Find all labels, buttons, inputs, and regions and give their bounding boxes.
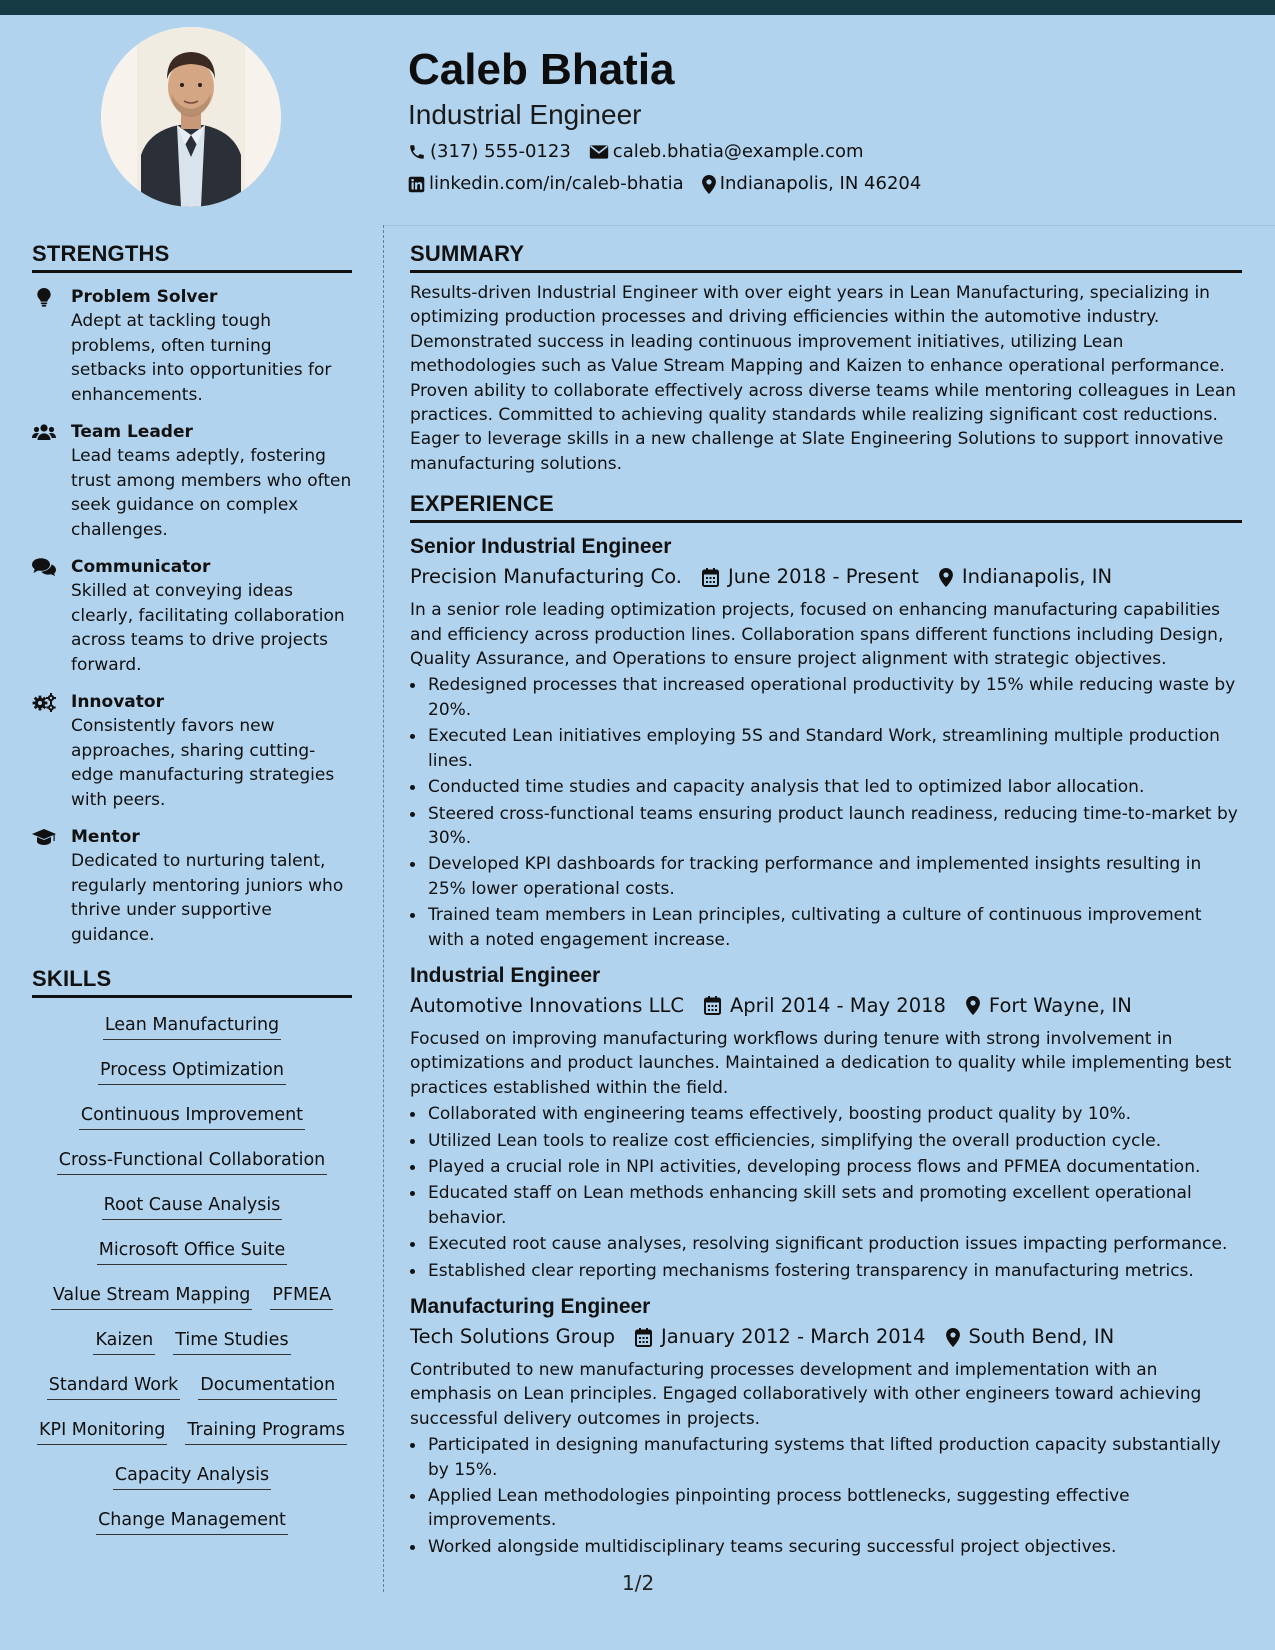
bullet-item: Participated in designing manufacturing systems that lifted production capacity substantially by 15%.	[410, 1433, 1242, 1482]
bullet-item: Developed KPI dashboards for tracking performance and implemented insights resulting in 25% lower operational costs.	[410, 852, 1242, 901]
skill-tag: Cross-Functional Collaboration	[57, 1148, 328, 1175]
skill-row	[87, 1508, 297, 1553]
skill-tag: Value Stream Mapping	[51, 1283, 253, 1310]
calendar-icon	[702, 568, 719, 587]
strength-item	[32, 555, 352, 677]
strength-desc: Consistently favors new approaches, sharing cutting-edge manufacturing strategies with peers.	[71, 716, 335, 810]
skill-row	[84, 1328, 299, 1373]
skill-row	[88, 1238, 297, 1283]
envelope-icon	[589, 144, 609, 160]
job-bullets	[410, 673, 1242, 951]
strengths-heading: STRENGTHS	[32, 240, 352, 273]
skill-tag: Root Cause Analysis	[102, 1193, 283, 1220]
skill-tag: Continuous Improvement	[79, 1103, 305, 1130]
strength-item	[32, 420, 352, 542]
linkedin-icon	[408, 176, 425, 193]
column-divider	[383, 225, 384, 1592]
phone-text: (317) 555-0123	[430, 141, 571, 162]
skill-row	[70, 1103, 314, 1148]
strength-title: Mentor	[71, 827, 140, 847]
job-title: Senior Industrial Engineer	[410, 535, 672, 559]
skills-heading: SKILLS	[32, 965, 352, 998]
job-dates	[704, 991, 946, 1021]
linkedin-text: linkedin.com/in/caleb-bhatia	[429, 173, 684, 194]
strength-title: Innovator	[71, 692, 164, 712]
phone-contact[interactable]	[408, 136, 571, 168]
skill-tag: Training Programs	[185, 1418, 347, 1445]
job-location	[966, 991, 1132, 1021]
map-marker-icon	[966, 996, 980, 1015]
job-meta	[410, 562, 1242, 592]
job-description: Contributed to new manufacturing processes development and implementation with an emphasis on Lean principles. Engaged collaboratively with other engineers toward achieving successful delivery outcomes in projects.	[410, 1360, 1202, 1429]
summary-heading: SUMMARY	[410, 240, 1242, 273]
skill-tag: KPI Monitoring	[37, 1418, 167, 1445]
job-title: Industrial Engineer	[410, 963, 601, 987]
bullet-item: Worked alongside multidisciplinary teams securing successful project objectives.	[410, 1535, 1242, 1559]
map-marker-icon	[946, 1328, 960, 1347]
header-divider	[383, 225, 1275, 226]
skill-tag: Lean Manufacturing	[103, 1013, 281, 1040]
bullet-item: Trained team members in Lean principles, cultivating a culture of continuous improvement with a noted engagement increase.	[410, 903, 1242, 952]
job-dates-text: June 2018 - Present	[728, 565, 919, 589]
bullet-item: Collaborated with engineering teams effectively, boosting product quality by 10%.	[410, 1102, 1242, 1126]
email-contact[interactable]	[589, 136, 864, 168]
strength-item	[32, 690, 352, 812]
job-dates-text: January 2012 - March 2014	[661, 1325, 926, 1348]
map-marker-icon	[939, 568, 953, 587]
summary-text: Results-driven Industrial Engineer with over eight years in Lean Manufacturing, specializing in optimizing production processes and driving efficiencies within the automotive industry. Demonstrated success in leading continuous improvement initiatives, utilizing Lean methodologies such as Value Stream Mapping and Kaizen to enhance operational performance. Proven ability to collaborate effectively across diverse teams while mentoring colleagues in Lean practices. Committed to achieving quality standards while realizing significant cost reductions. Eager to leverage skills in a new challenge at Slate Engineering Solutions to support innovative manufacturing solutions.	[410, 283, 1237, 474]
job-bullets	[410, 1102, 1242, 1283]
contact-row-2	[408, 168, 1248, 200]
linkedin-contact[interactable]	[408, 168, 684, 200]
company-name: Tech Solutions Group	[410, 1325, 616, 1348]
strength-title: Team Leader	[71, 422, 193, 442]
skill-tag: Documentation	[198, 1373, 337, 1400]
bullet-item: Played a crucial role in NPI activities, developing process flows and PFMEA documentation.	[410, 1155, 1242, 1179]
strength-item	[32, 825, 352, 947]
strength-item	[32, 285, 352, 407]
skill-tag: Change Management	[96, 1508, 288, 1535]
job-location-text: South Bend, IN	[968, 1325, 1115, 1348]
bullet-item: Educated staff on Lean methods enhancing skill sets and promoting excellent operational behavior.	[410, 1181, 1242, 1230]
bullet-item: Executed Lean initiatives employing 5S and Standard Work, streamlining multiple production lines.	[410, 724, 1242, 773]
experience-heading: EXPERIENCE	[410, 490, 1242, 523]
skill-tag: PFMEA	[270, 1283, 333, 1310]
bullet-item: Applied Lean methodologies pinpointing process bottlenecks, suggesting effective improvements.	[410, 1484, 1242, 1533]
job-entry	[410, 532, 1242, 952]
skill-row	[94, 1013, 290, 1058]
skill-tag: Process Optimization	[98, 1058, 286, 1085]
strengths-list	[32, 285, 352, 947]
job-meta	[410, 991, 1242, 1021]
cogs-icon	[32, 692, 56, 712]
skill-tag: Time Studies	[173, 1328, 290, 1355]
right-column	[410, 240, 1242, 1559]
bullet-item: Redesigned processes that increased operational productivity by 15% while reducing waste by 20%.	[410, 673, 1242, 722]
company-name: Precision Manufacturing Co.	[410, 565, 683, 589]
resume-header	[408, 40, 1248, 200]
bullet-item: Conducted time studies and capacity analysis that led to optimized labor allocation.	[410, 775, 1242, 799]
strength-title: Problem Solver	[71, 287, 218, 307]
job-dates	[635, 1322, 925, 1352]
skill-tag: Microsoft Office Suite	[97, 1238, 288, 1265]
bullet-item: Established clear reporting mechanisms fostering transparency in manufacturing metrics.	[410, 1259, 1242, 1283]
job-dates	[702, 562, 919, 592]
bullet-item: Utilized Lean tools to realize cost efficiencies, simplifying the overall production cycle.	[410, 1129, 1242, 1153]
skills-section	[32, 965, 352, 1553]
job-title: Manufacturing Engineer	[410, 1295, 651, 1318]
skill-row	[38, 1373, 346, 1418]
bullet-item: Executed root cause analyses, resolving significant production issues impacting performance.	[410, 1232, 1242, 1256]
skill-row	[42, 1283, 342, 1328]
job-description: Focused on improving manufacturing workflows during tenure with strong involvement in optimizations and product launches. Maintained a dedication to quality while implementing best practices established within the field.	[410, 1028, 1232, 1098]
strength-desc: Skilled at conveying ideas clearly, facilitating collaboration across teams to drive projects forward.	[71, 581, 345, 675]
strength-desc: Lead teams adeptly, fostering trust among members who often seek guidance on complex challenges.	[71, 446, 352, 540]
calendar-icon	[635, 1328, 652, 1347]
job-location-text: Indianapolis, IN	[961, 565, 1113, 589]
job-bullets	[410, 1433, 1242, 1559]
company-name: Automotive Innovations LLC	[410, 993, 684, 1017]
job-location	[939, 562, 1112, 592]
users-icon	[32, 422, 56, 442]
bullet-item: Steered cross-functional teams ensuring product launch readiness, reducing time-to-market by 30%.	[410, 802, 1242, 851]
job-location-text: Fort Wayne, IN	[988, 993, 1132, 1017]
location-contact	[702, 168, 922, 200]
page-number: 1/2	[622, 1571, 655, 1595]
top-accent-bar	[0, 0, 1275, 15]
skill-tag: Kaizen	[93, 1328, 155, 1355]
job-location	[946, 1322, 1115, 1352]
graduation-cap-icon	[32, 827, 56, 847]
map-marker-icon	[702, 175, 716, 194]
calendar-icon	[704, 996, 721, 1015]
job-entry	[410, 961, 1242, 1283]
job-entry	[410, 1292, 1242, 1559]
skill-row	[89, 1058, 295, 1103]
skill-row	[104, 1463, 280, 1508]
skill-row	[28, 1418, 356, 1463]
job-dates-text: April 2014 - May 2018	[729, 993, 946, 1017]
strength-title: Communicator	[71, 557, 211, 577]
job-meta	[410, 1322, 1242, 1352]
lightbulb-icon	[32, 287, 56, 307]
phone-icon	[408, 143, 426, 161]
candidate-name: Caleb Bhatia	[408, 45, 675, 94]
skill-row	[48, 1148, 337, 1193]
job-description: In a senior role leading optimization projects, focused on enhancing manufacturing capabilities and efficiency across production lines. Collaboration spans different functions including Design, Quality Assurance, and Operations to ensure project alignment with strategic objectives.	[410, 600, 1224, 670]
left-column	[32, 240, 352, 1553]
candidate-title: Industrial Engineer	[408, 99, 642, 130]
location-text: Indianapolis, IN 46204	[719, 173, 922, 194]
skill-tag: Capacity Analysis	[113, 1463, 271, 1490]
skill-row	[93, 1193, 292, 1238]
contact-row-1	[408, 136, 1248, 168]
profile-photo	[101, 27, 281, 207]
email-text: caleb.bhatia@example.com	[612, 141, 864, 162]
strength-desc: Adept at tackling tough problems, often turning setbacks into opportunities for enhancements.	[71, 311, 332, 405]
experience-section	[410, 490, 1242, 1559]
strength-desc: Dedicated to nurturing talent, regularly mentoring juniors who thrive under supportive guidance.	[71, 851, 344, 945]
skill-tag: Standard Work	[47, 1373, 181, 1400]
skills-list	[32, 1013, 352, 1553]
comments-icon	[32, 557, 56, 577]
